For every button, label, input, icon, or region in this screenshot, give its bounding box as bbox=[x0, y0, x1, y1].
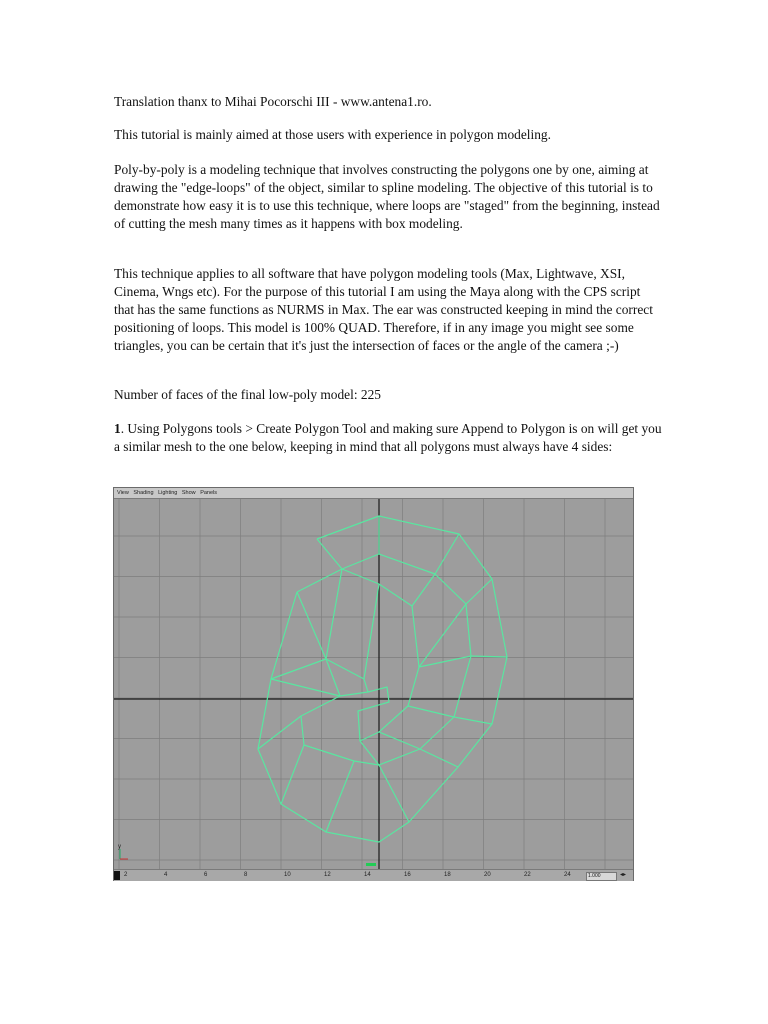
face-count-paragraph: Number of faces of the final low-poly model: 225 bbox=[114, 387, 381, 402]
viewport-axes bbox=[114, 499, 633, 869]
mesh-edge bbox=[364, 584, 379, 679]
origin-marker-icon bbox=[366, 863, 376, 866]
ruler-tick: 10 bbox=[284, 872, 291, 878]
ruler-tick: 22 bbox=[524, 872, 531, 878]
mesh-edge bbox=[420, 749, 458, 767]
intro-paragraph: This tutorial is mainly aimed at those users with experience in polygon modeling. bbox=[114, 127, 551, 142]
menu-show[interactable]: Show bbox=[181, 490, 196, 496]
ruler-tick: 16 bbox=[404, 872, 411, 878]
viewport-menubar bbox=[114, 488, 633, 499]
maya-viewport-screenshot bbox=[113, 487, 634, 881]
mesh-edge bbox=[297, 569, 342, 592]
mesh-outer-loop bbox=[258, 516, 507, 842]
mesh-edge bbox=[326, 659, 340, 696]
mesh-edge bbox=[412, 574, 435, 606]
axis-label: y bbox=[118, 844, 121, 850]
mesh-edge bbox=[379, 732, 420, 749]
mesh-edge bbox=[326, 659, 364, 679]
mesh-edge bbox=[317, 539, 342, 569]
playback-controls-icon[interactable]: ◂▸ bbox=[620, 872, 627, 878]
menu-panels[interactable]: Panels bbox=[200, 490, 218, 496]
ruler-tick: 14 bbox=[364, 872, 371, 878]
axis-gizmo-icon bbox=[118, 844, 128, 859]
mesh-edge bbox=[471, 656, 507, 657]
playhead-marker[interactable] bbox=[114, 871, 120, 880]
time-slider[interactable] bbox=[114, 869, 633, 881]
step-1-text: . Using Polygons tools > Create Polygon Tool and making sure Append to Polygon is on will get you a similar mesh to the one below, keeping in mind that all polygons must always have 4 sides: bbox=[114, 421, 662, 454]
translation-credit: Translation thanx to Mihai Pocorschi III - www.antena1.ro. bbox=[114, 94, 432, 109]
menu-lighting[interactable]: Lighting bbox=[158, 490, 178, 496]
ruler-tick: 18 bbox=[444, 872, 451, 878]
mesh-edge bbox=[454, 717, 492, 724]
ear-polygon-mesh bbox=[258, 516, 507, 842]
mesh-edge bbox=[258, 716, 301, 749]
mesh-edge bbox=[326, 761, 354, 832]
technique-paragraph: Poly-by-poly is a modeling technique that involves constructing the polygons one by one, aiming at drawing the "edge-loops" of the object, similar to spline modeling. The objective of this tutorial is to demonstrate how easy it is to use this technique, where loops are "staged" from the beginning, instead of cutting the mesh many times as it happens with box modeling. bbox=[114, 162, 660, 231]
mesh-edge bbox=[326, 569, 342, 659]
mesh-edge bbox=[281, 745, 304, 804]
frame-field[interactable]: 1.000 bbox=[586, 872, 617, 881]
ruler-tick: 4 bbox=[164, 872, 168, 878]
ruler-tick: 24 bbox=[564, 872, 571, 878]
viewport-canvas[interactable] bbox=[114, 499, 633, 869]
ruler-tick: 6 bbox=[204, 872, 208, 878]
ruler-tick: 12 bbox=[324, 872, 331, 878]
mesh-edge bbox=[271, 659, 326, 679]
menu-view[interactable]: View bbox=[117, 490, 129, 496]
mesh-edge bbox=[435, 534, 459, 574]
mesh-edge bbox=[408, 706, 454, 717]
mesh-edge bbox=[364, 679, 368, 692]
ruler-tick: 8 bbox=[244, 872, 248, 878]
step-1-paragraph bbox=[114, 420, 662, 456]
menu-shading[interactable]: Shading bbox=[133, 490, 154, 496]
software-paragraph: This technique applies to all software that have polygon modeling tools (Max, Lightwave, XSI, Cinema, Wngs etc). For the purpose of this tutorial I am using the Maya along with the CPS script that has the same functions as NURMS in Max. The ear was constructed keeping in mind the correct positioning of loops. This model is 100% QUAD. Therefore, if in any image you might see some triangles, you can be certain that it's just the intersection of faces or the angle of the camera ;-) bbox=[114, 266, 653, 353]
step-number: 1 bbox=[114, 421, 121, 436]
mesh-edge bbox=[379, 765, 409, 822]
mesh-edge bbox=[360, 741, 379, 765]
ruler-tick: 2 bbox=[124, 872, 128, 878]
mesh-edge bbox=[466, 579, 492, 604]
viewport-grid bbox=[114, 499, 633, 869]
ruler-tick: 20 bbox=[484, 872, 491, 878]
mesh-edge bbox=[271, 679, 340, 696]
